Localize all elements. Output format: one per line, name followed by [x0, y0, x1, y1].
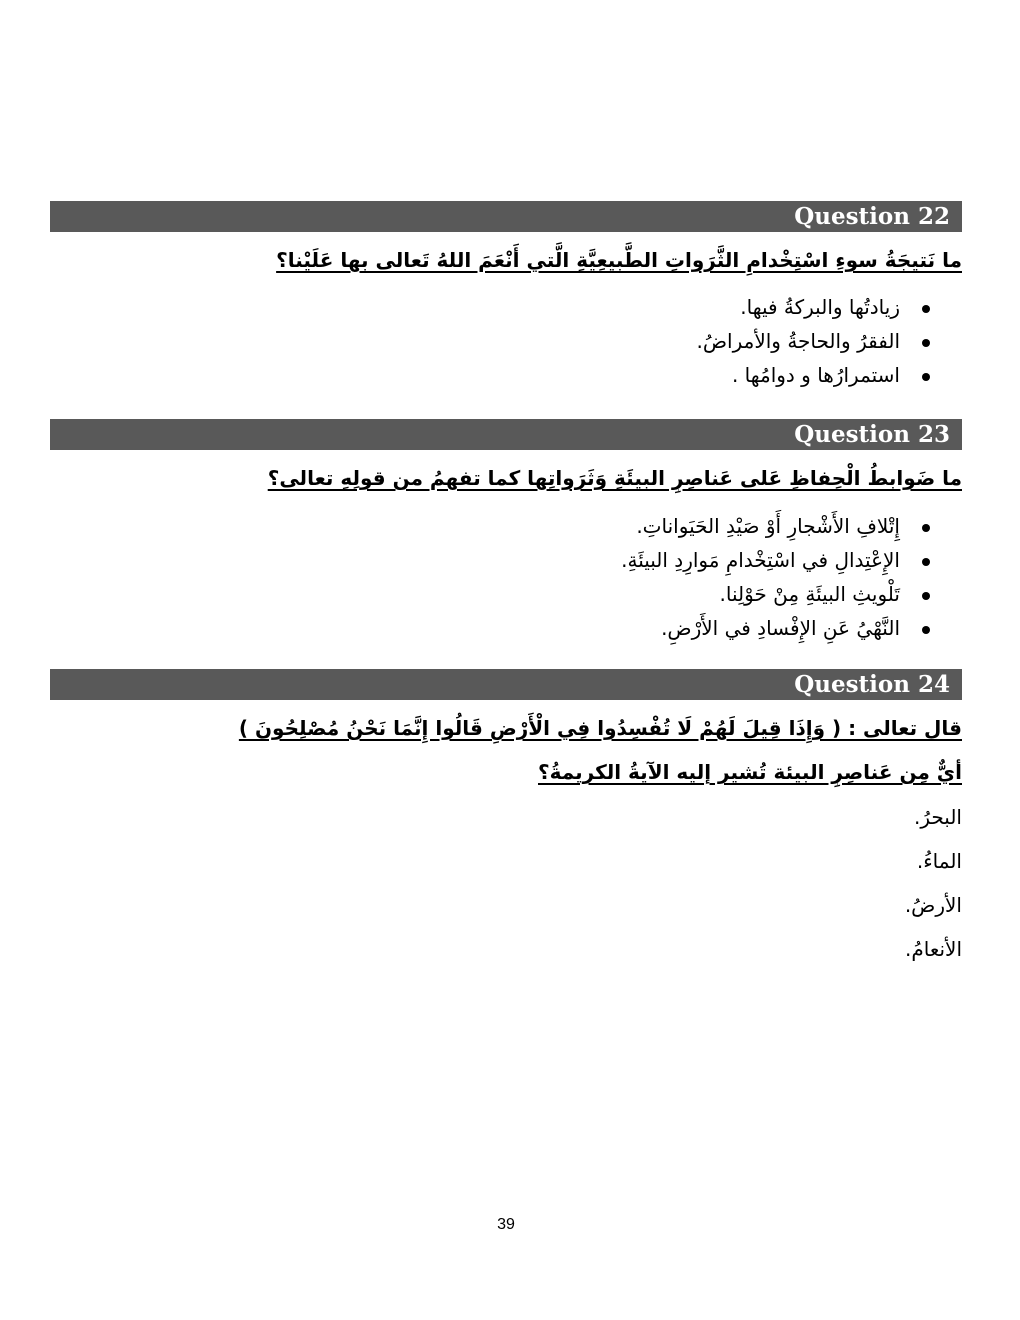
question-header-24 [50, 669, 962, 700]
question-text: أيٌّ مِن عَناصِرِ البيئة تُشير إليه الآيةُ الكريمةُ؟ [538, 760, 962, 784]
answer-option: الماءُ. [916, 849, 962, 873]
question-header-22 [50, 201, 962, 232]
option-item: الإِعْتِدالِ في اسْتِخْدامِ مَوارِدِ البيئَةِ. [621, 543, 962, 577]
options-list [621, 509, 962, 645]
answer-option: الأنعامُ. [904, 937, 962, 961]
answer-option: البحرُ. [914, 805, 962, 829]
question-header-23 [50, 419, 962, 450]
question-label: Question 24 [794, 671, 950, 698]
option-item: تَلْويثِ البيئَةِ مِنْ حَوْلِنا. [621, 577, 962, 611]
option-item: زيادتُها والبركةُ فيها. [697, 290, 963, 324]
option-item: إِتْلافِ الأَشْجارِ أَوْ صَيْدِ الحَيَواناتِ. [621, 509, 962, 543]
option-item: الفقرُ والحاجةُ والأمراضُ. [697, 324, 963, 358]
question-label: Question 22 [794, 203, 950, 230]
question-verse: قال تعالى : ( وَإِذَا قِيلَ لَهُمْ لَا تُفْسِدُوا فِي الْأَرْضِ قَالُوا إِنَّمَا نَحْنُ مُصْلِحُونَ ) [238, 716, 962, 740]
question-text: ما ضَوابطُ الْحِفاظِ عَلى عَناصِرِ البيئَةِ وَثَرَواتِها كما تفهمُ من قولِهِ تعالى؟ [267, 466, 962, 490]
answer-option: الأرضُ. [904, 893, 962, 917]
page-number: 39 [497, 1216, 515, 1233]
question-label: Question 23 [794, 421, 950, 448]
option-item: النَّهْيُ عَنِ الإِفْسادِ في الأَرْضِ. [621, 611, 962, 645]
options-list [697, 290, 963, 392]
option-item: استمرارُها و دوامُها . [697, 358, 963, 392]
question-text: ما نَتيجَةُ سوءِ اسْتِخْدامِ الثَّرَواتِ الطَّبيعِيَّةِ الَّتي أَنْعَمَ اللهُ تَعالى بها عَلَيْنا؟ [276, 248, 962, 272]
